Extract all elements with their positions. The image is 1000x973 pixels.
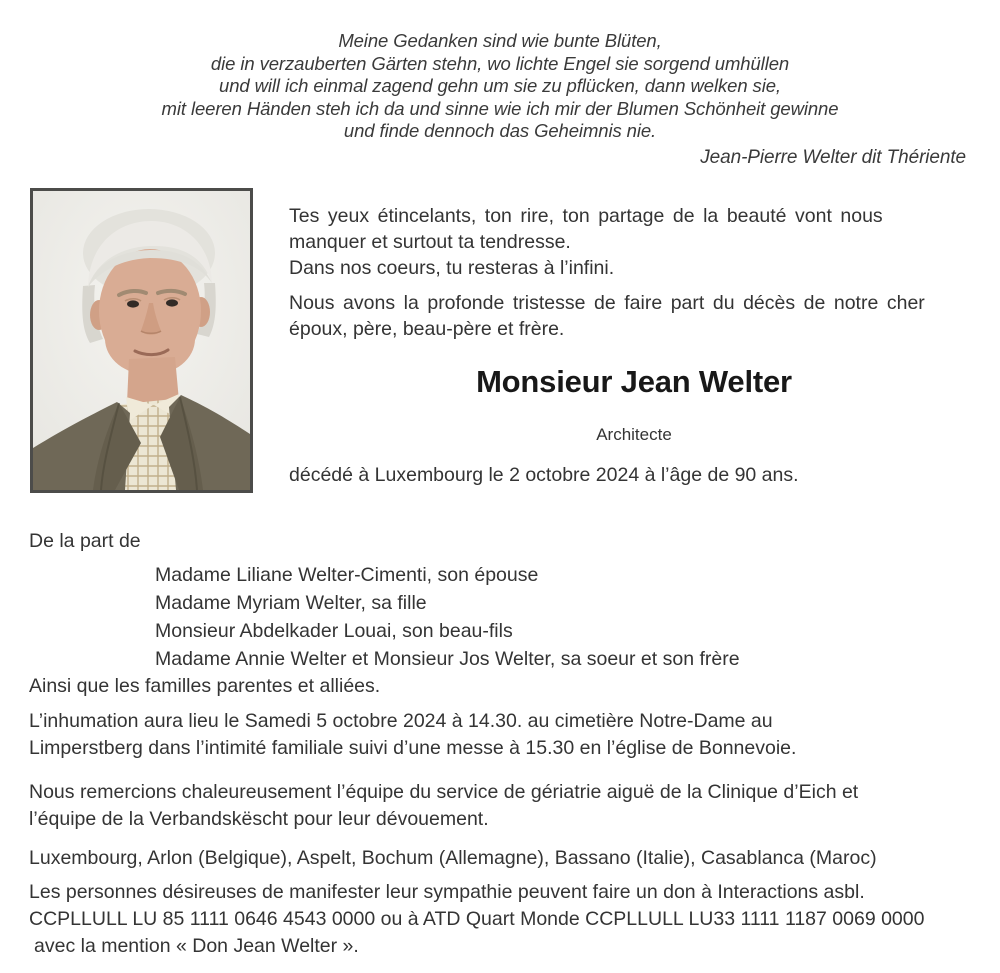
death-announcement-paragraph [289, 290, 979, 342]
quote-line: und finde dennoch das Geheimnis nie. [343, 120, 657, 142]
family-member: Monsieur Abdelkader Louai, son beau-fils [155, 620, 513, 642]
tribute-line: Dans nos coeurs, tu resteras à l’infini. [289, 257, 615, 279]
tribute-line: manquer et surtout ta tendresse. [289, 231, 571, 253]
family-member: Madame Myriam Welter, sa fille [155, 592, 427, 614]
acknowledgement-line: l’équipe de la Verbandskëscht pour leur dévouement. [29, 808, 489, 830]
portrait-photo [30, 188, 253, 493]
death-date-line: décédé à Luxembourg le 2 octobre 2024 à l’âge de 90 ans. [289, 464, 799, 486]
family-outro: Ainsi que les familles parentes et alliées. [29, 675, 381, 697]
family-list [155, 561, 974, 673]
acknowledgement-paragraph [29, 779, 974, 833]
cities-line: Luxembourg, Arlon (Belgique), Aspelt, Bochum (Allemagne), Bassano (Italie), Casablanca (Maroc) [29, 847, 877, 869]
donation-paragraph [29, 879, 974, 960]
quote-line: mit leeren Händen steh ich da und sinne wie ich mir der Blumen Schönheit gewinne [161, 97, 839, 119]
family-intro: De la part de [29, 530, 141, 552]
main-announcement-column [289, 203, 979, 488]
announcement-line: Nous avons la profonde tristesse de faire part du décès de notre cher [289, 292, 925, 314]
tribute-paragraph [289, 203, 979, 281]
quote-line: Meine Gedanken sind wie bunte Blüten, [338, 30, 662, 51]
profession-label: Architecte [596, 425, 672, 444]
funeral-details-paragraph [29, 708, 974, 762]
quote-line: und will ich einmal zagend gehn um sie zu pflücken, dann welken sie, [219, 75, 781, 97]
donation-line: CCPLLULL LU 85 1111 0646 4543 0000 ou à ATD Quart Monde CCPLLULL LU33 1111 1187 0069 0000 [29, 908, 925, 930]
deceased-name-heading: Monsieur Jean Welter [476, 364, 792, 399]
family-member: Madame Annie Welter et Monsieur Jos Welter, sa soeur et son frère [155, 648, 740, 670]
quote-attribution: Jean-Pierre Welter dit Thériente [700, 146, 966, 168]
details-section [29, 528, 974, 960]
donation-line: avec la mention « Don Jean Welter ». [34, 935, 359, 957]
funeral-line: L’inhumation aura lieu le Samedi 5 octobre 2024 à 14.30. au cimetière Notre-Dame au [29, 710, 773, 732]
family-member: Madame Liliane Welter-Cimenti, son épouse [155, 564, 539, 586]
funeral-line: Limperstberg dans l’intimité familiale suivi d’une messe à 15.30 en l’église de Bonnevoie. [29, 737, 797, 759]
quote-line: die in verzauberten Gärten stehn, wo lichte Engel sie sorgend umhüllen [210, 52, 790, 74]
acknowledgement-line: Nous remercions chaleureusement l’équipe du service de gériatrie aiguë de la Clinique d’Eich et [29, 781, 859, 803]
announcement-line: époux, père, beau-père et frère. [289, 318, 565, 340]
donation-line: Les personnes désireuses de manifester leur sympathie peuvent faire un don à Interactions asbl. [29, 881, 865, 903]
portrait-photo-image [33, 191, 250, 490]
memorial-quote [0, 30, 1000, 170]
tribute-line: Tes yeux étincelants, ton rire, ton partage de la beauté vont nous [289, 205, 883, 227]
